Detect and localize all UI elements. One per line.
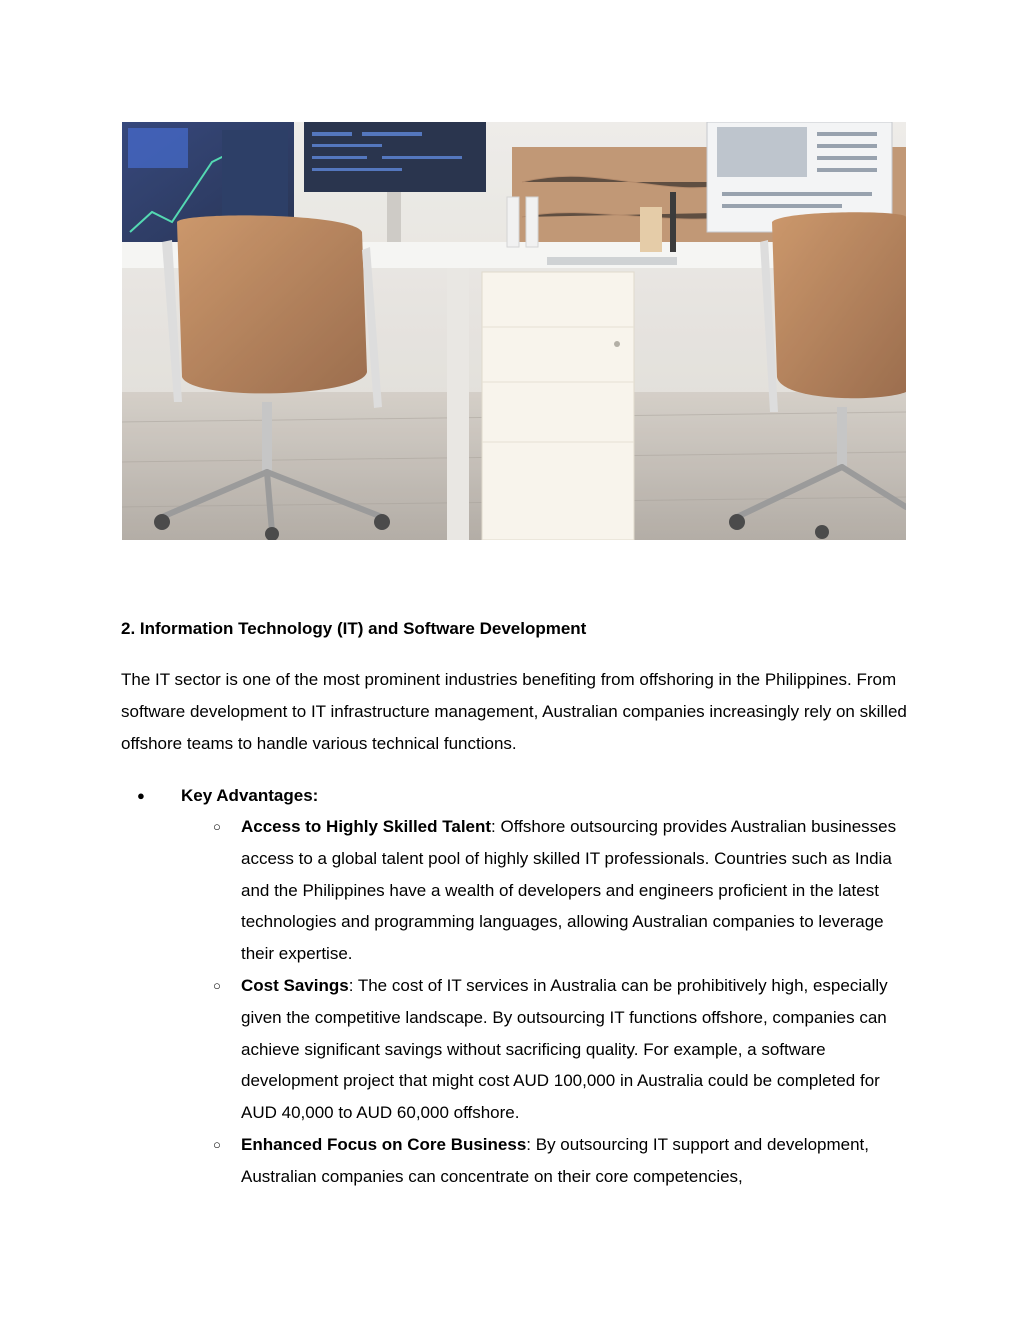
bullet-icon: ● [137, 788, 145, 803]
item-term: Enhanced Focus on Core Business [241, 1134, 527, 1154]
section-heading: 2. Information Technology (IT) and Software Development [121, 619, 587, 638]
list-item [121, 970, 911, 1129]
advantages-list [121, 811, 911, 1193]
item-text: : The cost of IT services in Australia can be prohibitively high, especially given the competitive landscape. By outsourcing IT functions offshore, companies can achieve significant savings without sacrificing quality. For example, a software development project that might cost AUD 100,000 in Australia could be completed for AUD 40,000 to AUD 60,000 offshore. [241, 975, 888, 1123]
key-advantages-title: Key Advantages: [181, 786, 319, 805]
item-term: Cost Savings [241, 975, 349, 995]
intro-paragraph: The IT sector is one of the most prominent industries benefiting from offshoring in the Philippines. From software development to IT infrastructure management, Australian companies increasingly rely on skilled offshore teams to handle various technical functions. [121, 670, 907, 753]
item-text: : Offshore outsourcing provides Australian businesses access to a global talent pool of highly skilled IT professionals. Countries such as India and the Philippines have a wealth of developers and engineers proficient in the latest technologies and programming languages, allowing Australian companies to leverage their expertise. [241, 817, 897, 964]
circle-bullet-icon: ○ [213, 819, 221, 834]
office-photo-illustration [122, 122, 906, 540]
item-term: Access to Highly Skilled Talent [241, 817, 492, 836]
list-item [121, 811, 911, 970]
circle-bullet-icon: ○ [213, 977, 221, 993]
circle-bullet-icon: ○ [213, 1136, 221, 1152]
office-photo [122, 122, 906, 540]
item-text: : By outsourcing IT support and development, Australian companies can concentrate on their core competencies, [241, 1134, 870, 1186]
list-item [121, 1129, 911, 1193]
